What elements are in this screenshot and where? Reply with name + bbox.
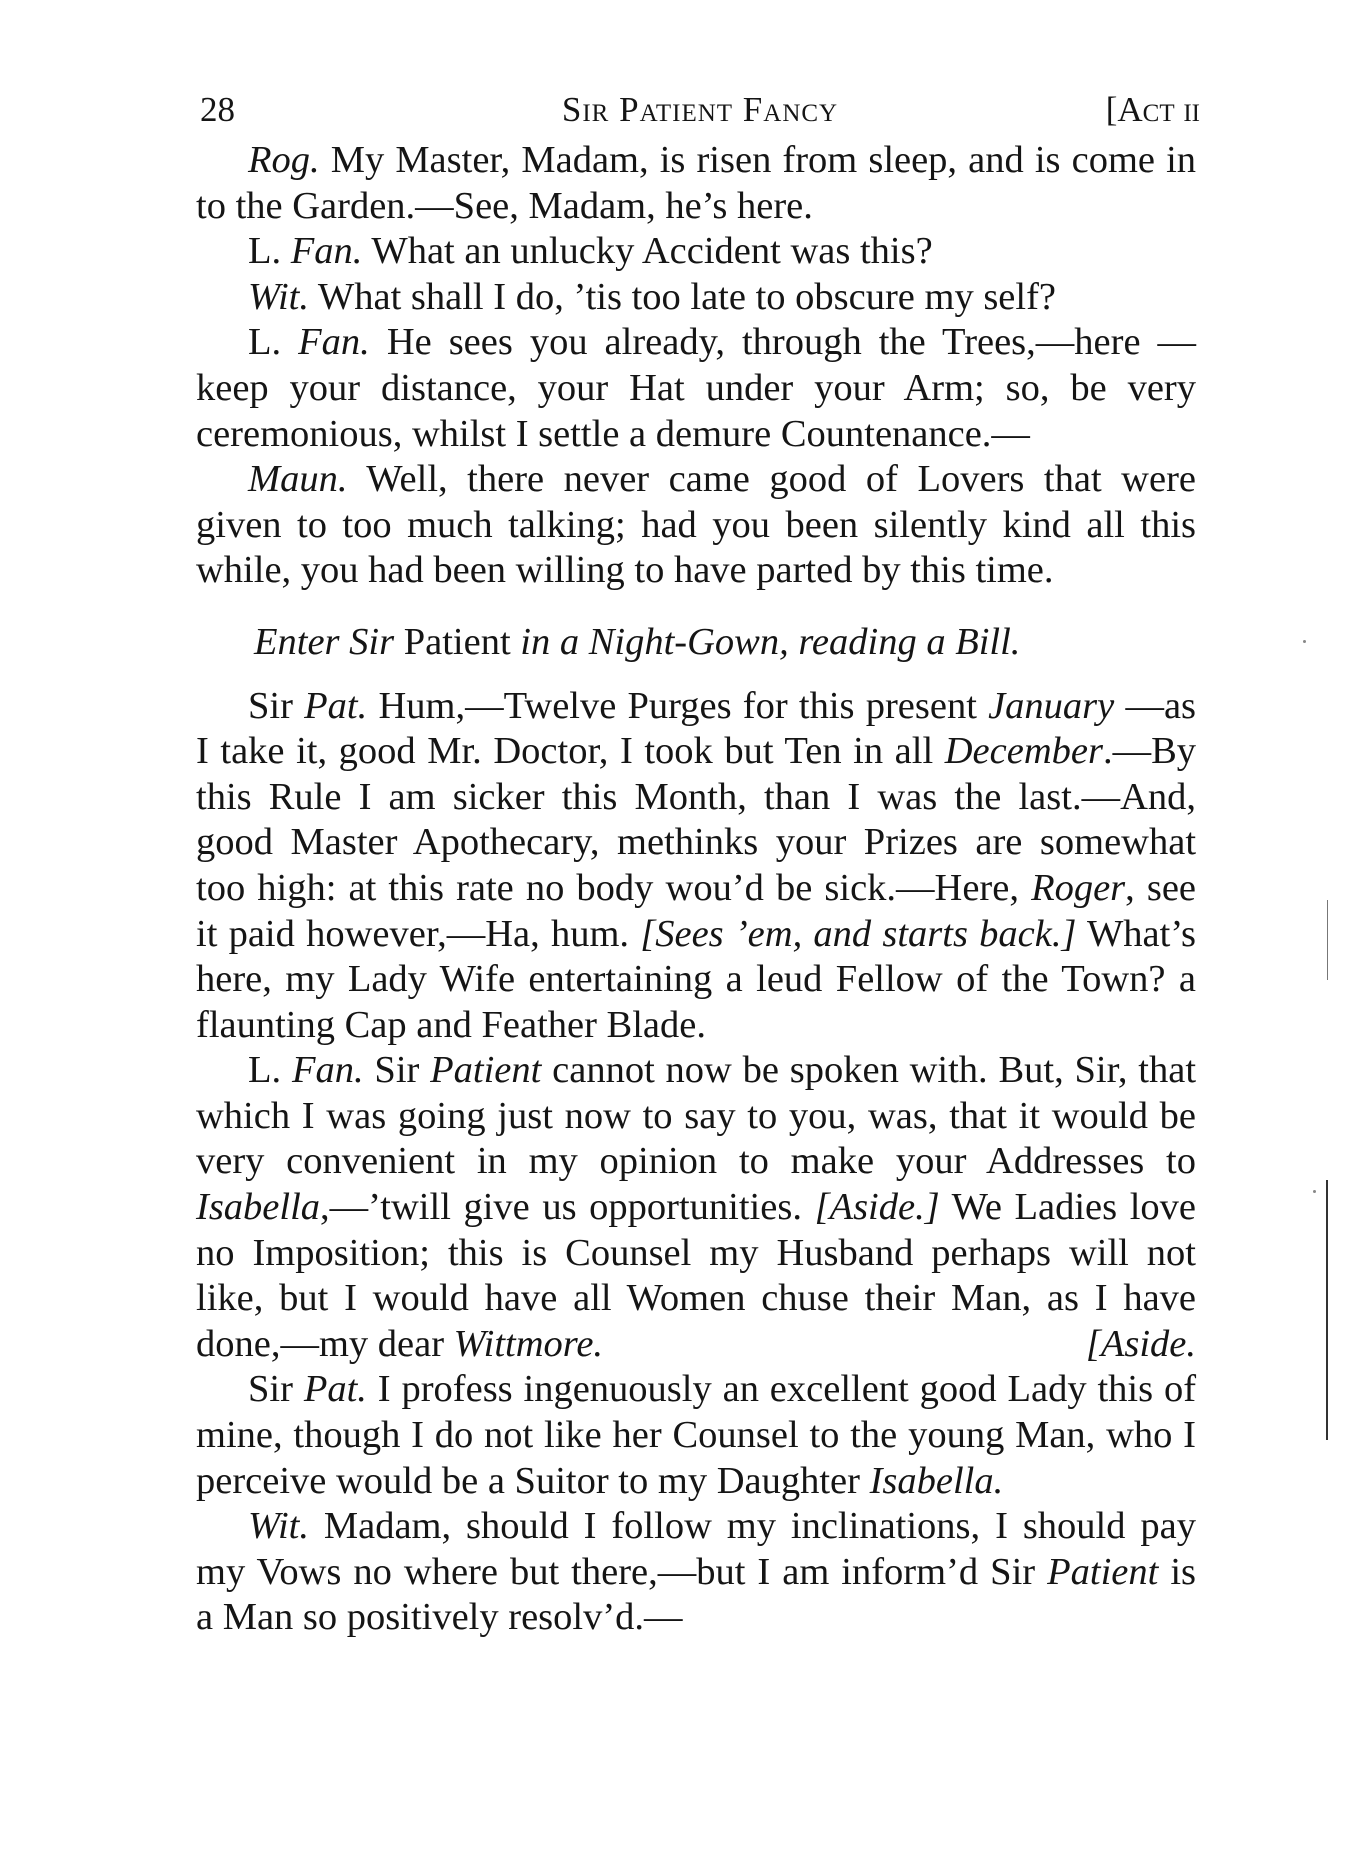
running-header xyxy=(200,80,1200,140)
line: given to too much talking; had you been silently kind all xyxy=(196,503,1125,546)
line: that it would be very convenient in my opinion to make xyxy=(196,1094,1196,1183)
name-italic: Roger xyxy=(1031,866,1126,909)
speaker-wit: Wit. xyxy=(248,1505,309,1548)
line: My Master, Madam, is risen from sleep, and is xyxy=(330,139,1061,181)
speaker-fan: Fan. xyxy=(291,1049,364,1092)
line: this while, you had been willing to have parted by this time. xyxy=(196,503,1197,592)
speech-lady-fancy xyxy=(196,229,1196,275)
line: Daughter xyxy=(716,1459,860,1502)
line: pay my Vows no where but there,—but I am inform’d xyxy=(196,1505,1197,1593)
speech-sir-patient xyxy=(196,684,1196,1049)
speaker-fan: Fan. xyxy=(298,321,370,364)
stage-inline: [Aside.] xyxy=(814,1186,940,1229)
stage-direction xyxy=(196,620,1196,666)
speech-lady-fancy xyxy=(196,1048,1196,1367)
speech-wittmore xyxy=(196,275,1196,321)
name-italic: Isabella. xyxy=(869,1459,1004,1502)
running-title: Sir Patient Fancy xyxy=(561,90,839,129)
line: this of mine, though I do not like her Counsel to the xyxy=(196,1368,1197,1457)
line: hum. xyxy=(550,912,630,955)
speech-roger xyxy=(196,138,1196,229)
speaker-wit: Wit. xyxy=(248,275,309,318)
line: I was the last.—And, good Master Apothecary, methinks xyxy=(196,775,1197,864)
line: .—By this Rule I am sicker this Month, than xyxy=(196,730,1197,818)
speaker-prefix: Sir xyxy=(248,684,293,727)
line: —as I take it, good Mr. Doctor, I took but Ten in all xyxy=(196,684,1197,773)
act-label: [Act ii xyxy=(1105,90,1200,129)
scan-speck xyxy=(1313,1190,1316,1193)
line: come in to the Garden.—See, Madam, he’s here. xyxy=(196,139,1197,227)
name-italic: December xyxy=(944,730,1103,773)
line: your Prizes are somewhat too high: at this rate no body xyxy=(196,821,1197,909)
name-italic: Patient xyxy=(1047,1550,1159,1593)
play-text xyxy=(196,138,1196,1641)
speaker-rog: Rog. xyxy=(248,139,320,181)
line: young Man, who I perceive would be a Suitor to my xyxy=(196,1414,1197,1502)
speaker-fan: Fan. xyxy=(290,230,363,273)
speaker-prefix: L. xyxy=(248,1049,282,1092)
page-number: 28 xyxy=(200,90,235,129)
line: What an unlucky Accident was this? xyxy=(371,230,933,273)
line: What’s here, my Lady xyxy=(196,912,1197,1001)
speaker-prefix: L. xyxy=(248,321,282,364)
line: Madam, should I follow my inclinations, I should xyxy=(323,1505,1126,1548)
closing-line xyxy=(453,1322,1196,1365)
line: is a Man so positively resolv’d.— xyxy=(196,1550,1197,1639)
name-italic: Isabella xyxy=(196,1186,321,1229)
line: —keep your distance, your Hat under your Arm; so, be xyxy=(196,321,1197,409)
speech-maundy xyxy=(196,457,1196,594)
line: very ceremonious, whilst I settle a demure Countenance.— xyxy=(196,366,1196,455)
speech-sir-patient xyxy=(196,1367,1196,1504)
speaker-prefix: Sir xyxy=(990,1550,1036,1593)
stage-name: Patient xyxy=(403,620,511,663)
line: wou’d be sick.—Here, xyxy=(665,866,1019,909)
line: Sir, that which I was going just now to say to you, was, xyxy=(196,1049,1197,1137)
name-italic: January xyxy=(988,684,1115,727)
line: What shall I do, ’tis too late to obscure my self? xyxy=(317,275,1057,318)
stage-text: Enter Sir xyxy=(254,620,395,663)
line: my Husband perhaps will not like, but I would have all xyxy=(196,1231,1196,1320)
speech-lady-fancy xyxy=(196,320,1196,457)
line: Cap and Feather Blade. xyxy=(344,1003,706,1046)
stage-text: in a Night-Gown, reading a Bill. xyxy=(520,620,1021,663)
line: Hum,—Twelve Purges for this present xyxy=(378,684,977,727)
speaker-prefix: Sir xyxy=(248,1368,293,1411)
speaker-maun: Maun. xyxy=(248,458,348,501)
scan-edge-mark xyxy=(1327,900,1328,980)
line: cannot now be spoken with. But, xyxy=(552,1049,1064,1092)
line: He sees you already, through the Trees,—here xyxy=(386,321,1141,364)
line: ,—’twill give us opportunities. xyxy=(320,1186,802,1229)
line: Women chuse their Man, as I have done,—my dear xyxy=(196,1277,1197,1365)
line: your Addresses to xyxy=(895,1140,1197,1183)
line: Well, there never came good of Lovers that were xyxy=(366,458,1196,501)
line: I profess ingenuously an excellent good Lady xyxy=(377,1368,1087,1411)
line: Wife entertaining a leud Fellow of the Town? a flaunting xyxy=(196,958,1196,1046)
speaker-pat: Pat. xyxy=(303,1368,367,1411)
speaker-prefix: Sir xyxy=(374,1049,420,1092)
stage-aside: [Aside. xyxy=(1085,1322,1196,1365)
name-italic: Wittmore. xyxy=(453,1322,604,1365)
speech-wittmore xyxy=(196,1504,1196,1641)
stage-inline: [Sees ’em, and starts back.] xyxy=(640,912,1077,955)
line: , see it paid however,—Ha, xyxy=(196,866,1197,955)
scan-edge-mark xyxy=(1326,1180,1328,1440)
speaker-prefix: L. xyxy=(248,230,282,273)
name-italic: Patient xyxy=(430,1049,542,1092)
scan-speck xyxy=(1303,640,1306,643)
speaker-pat: Pat. xyxy=(304,684,368,727)
line: We Ladies love no Imposition; this is Counsel xyxy=(196,1186,1196,1274)
